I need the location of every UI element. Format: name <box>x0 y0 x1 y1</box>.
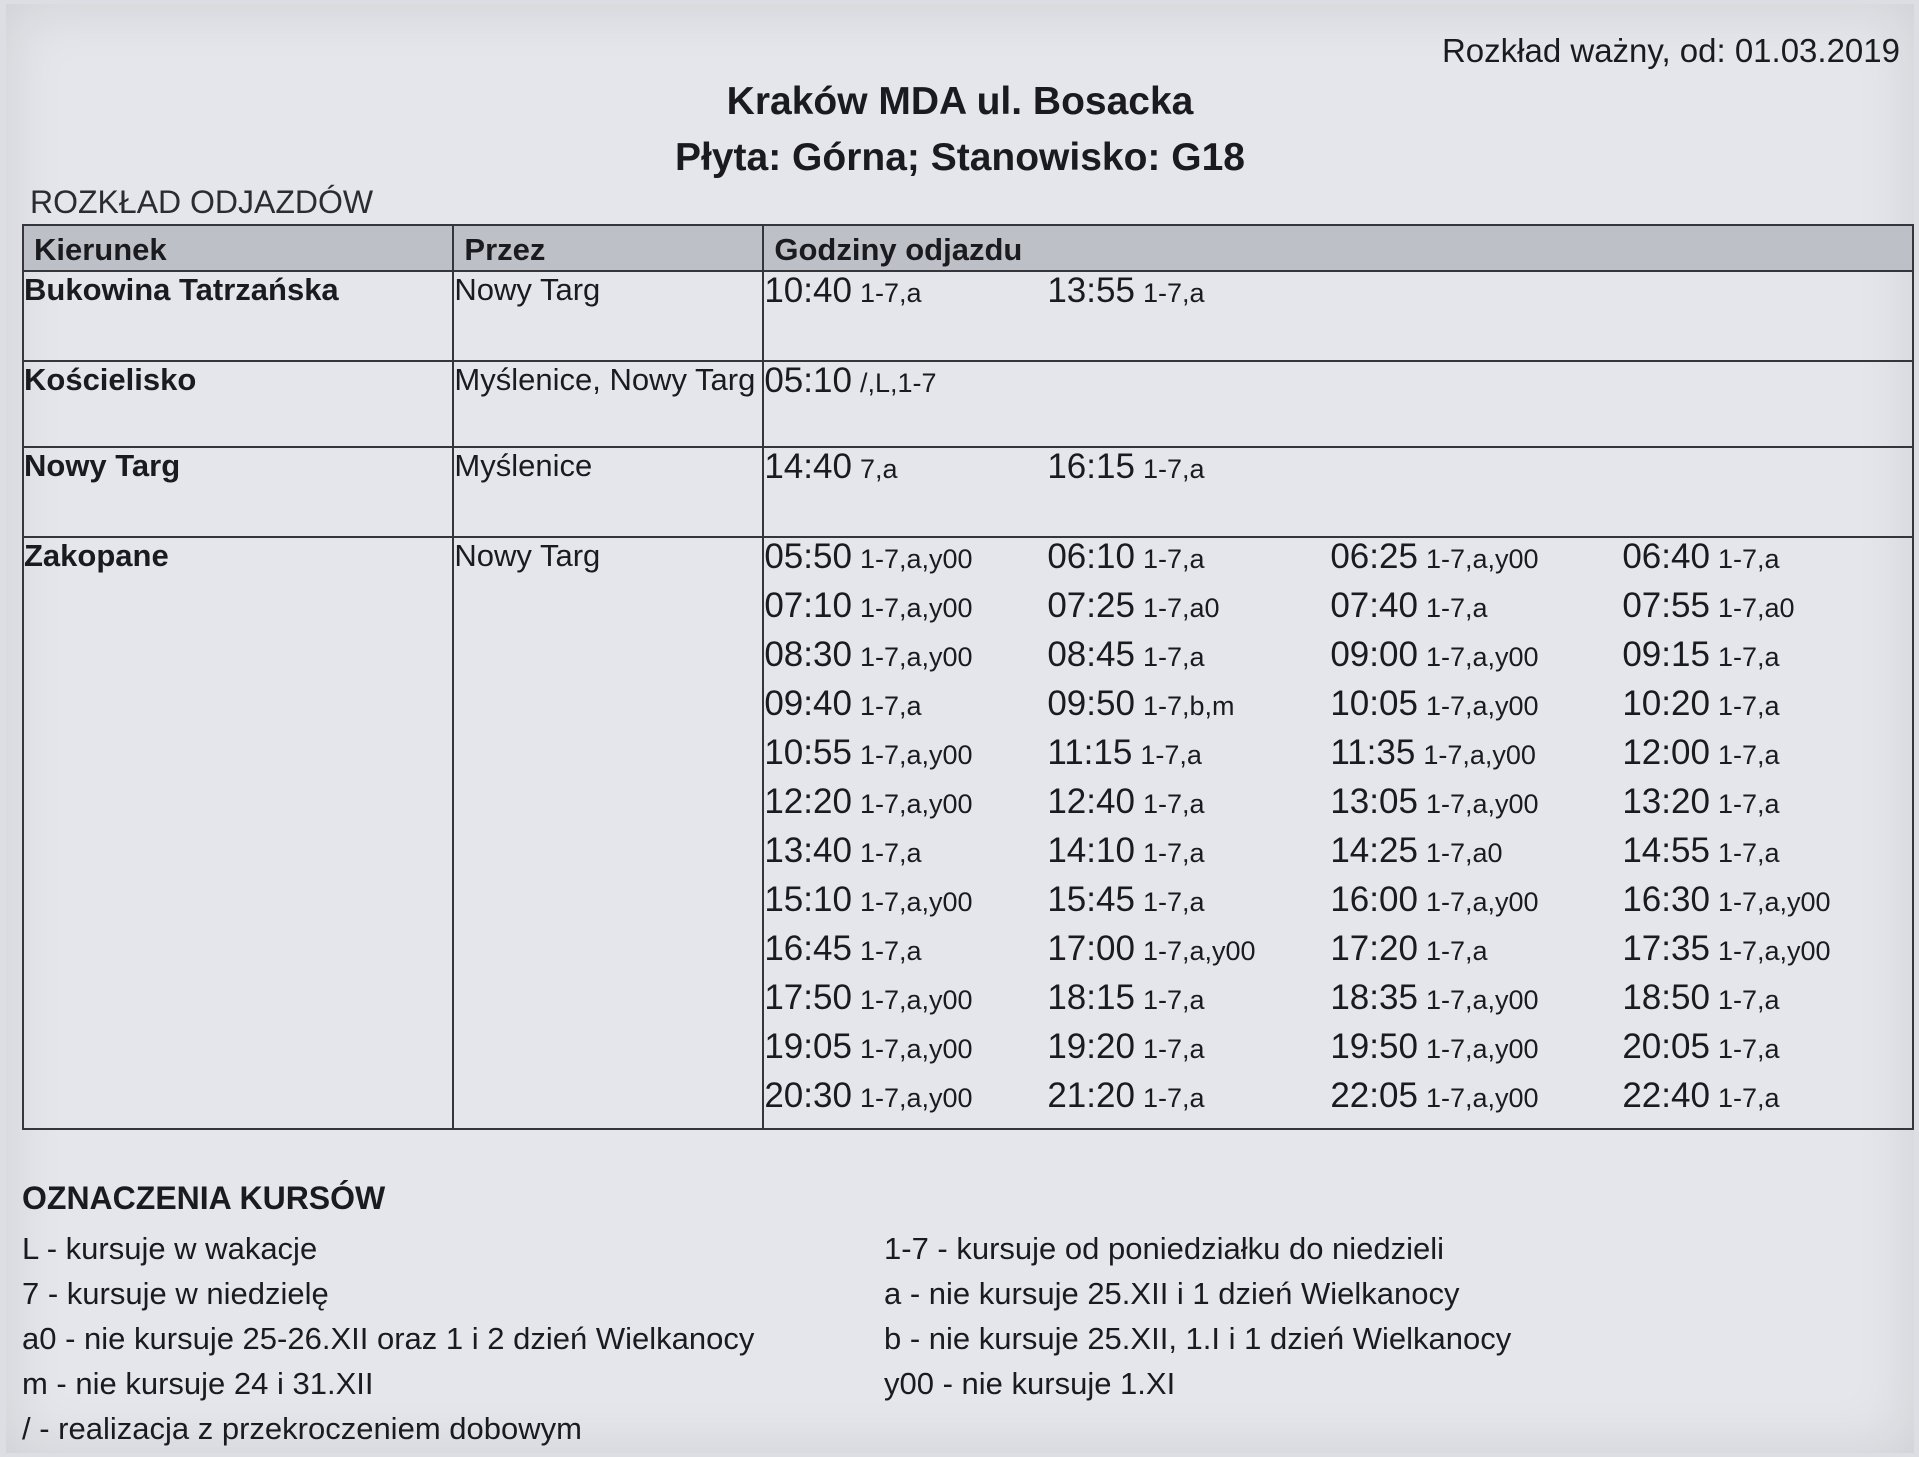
departure-entry <box>764 362 1047 400</box>
departures-cell <box>763 271 1913 361</box>
departure-time: 10:55 <box>764 733 852 772</box>
departure-time: 07:55 <box>1622 586 1710 625</box>
departure-entry <box>1330 636 1622 674</box>
legend-item: y00 - nie kursuje 1.XI <box>884 1366 1176 1401</box>
departure-time: 14:40 <box>764 447 852 486</box>
departure-entry <box>764 448 1047 486</box>
departure-entry <box>764 734 1047 772</box>
direction-cell: Bukowina Tatrzańska <box>23 271 453 361</box>
departure-codes: 1-7,a,y00 <box>859 985 973 1015</box>
departure-entry <box>1047 979 1330 1017</box>
departure-codes: 1-7,a <box>1140 740 1202 770</box>
departure-entry <box>764 272 1047 310</box>
departure-time: 11:15 <box>1047 733 1133 772</box>
departure-entry <box>1622 636 1902 674</box>
departure-time: 09:00 <box>1330 635 1418 674</box>
departures-cell <box>763 361 1913 447</box>
via-cell: Nowy Targ <box>453 537 763 1129</box>
departure-codes: 1-7,a <box>1142 985 1205 1015</box>
departure-entry <box>764 538 1047 576</box>
departure-time: 20:05 <box>1622 1027 1710 1066</box>
departures-cell <box>763 447 1913 537</box>
departure-codes: 1-7,a,y00 <box>1425 691 1539 721</box>
legend-item: L - kursuje w wakacje <box>22 1231 318 1266</box>
departure-time: 11:35 <box>1330 733 1416 772</box>
table-row <box>23 271 1913 361</box>
departure-codes: 1-7,a <box>1717 838 1780 868</box>
departure-entry <box>764 881 1047 919</box>
departure-codes: 1-7,a <box>1717 691 1780 721</box>
departure-time: 08:45 <box>1047 635 1135 674</box>
departure-codes: 1-7,a,y00 <box>859 1034 973 1064</box>
departure-codes: 1-7,a,y00 <box>1425 985 1539 1015</box>
departures-grid <box>764 448 1912 486</box>
departure-codes: 1-7,a <box>1717 1083 1780 1113</box>
departure-codes: 1-7,a,y00 <box>859 789 973 819</box>
departure-entry <box>1047 1077 1330 1115</box>
departures-table <box>22 224 1914 1130</box>
departure-entry <box>1047 448 1330 486</box>
departure-entry <box>1047 930 1330 968</box>
departure-codes: 7,a <box>859 454 898 484</box>
departure-codes: 1-7,a,y00 <box>1425 1034 1539 1064</box>
departure-time: 09:15 <box>1622 635 1710 674</box>
valid-from: Rozkład ważny, od: 01.03.2019 <box>1441 32 1900 69</box>
departure-codes: 1-7,a <box>859 936 922 966</box>
departure-codes: 1-7,a0 <box>1142 593 1220 623</box>
departure-time: 16:30 <box>1622 880 1710 919</box>
departure-entry <box>1622 1028 1902 1066</box>
departure-entry <box>1330 881 1622 919</box>
departure-codes: 1-7,a <box>1142 1034 1205 1064</box>
table-header-row <box>23 225 1913 271</box>
departure-entry <box>1622 1077 1902 1115</box>
departure-time: 14:55 <box>1622 831 1710 870</box>
departure-codes: 1-7,a <box>1142 1083 1205 1113</box>
table-row <box>23 447 1913 537</box>
departure-entry <box>764 636 1047 674</box>
departure-codes: 1-7,a <box>1717 1034 1780 1064</box>
departure-codes: 1-7,a <box>859 838 922 868</box>
departure-entry <box>764 832 1047 870</box>
departure-codes: 1-7,a <box>1717 544 1780 574</box>
departure-codes: 1-7,a,y00 <box>859 740 973 770</box>
table-row <box>23 361 1913 447</box>
departure-time: 13:40 <box>764 831 852 870</box>
departure-codes: 1-7,a,y00 <box>859 544 973 574</box>
departure-time: 21:20 <box>1047 1076 1135 1115</box>
legend-item: 7 - kursuje w niedzielę <box>22 1276 329 1311</box>
departure-time: 17:20 <box>1330 929 1418 968</box>
departure-codes: 1-7,a <box>1142 544 1205 574</box>
departure-codes: 1-7,a,y00 <box>1425 1083 1539 1113</box>
legend-left <box>22 1226 754 1451</box>
departure-entry <box>1047 783 1330 821</box>
table-row <box>23 537 1913 1129</box>
legend-item: m - nie kursuje 24 i 31.XII <box>22 1366 374 1401</box>
departure-codes: 1-7,a,y00 <box>859 887 973 917</box>
departure-time: 16:00 <box>1330 880 1418 919</box>
departure-time: 13:55 <box>1047 271 1135 310</box>
departures-cell <box>763 537 1913 1129</box>
direction-cell: Zakopane <box>23 537 453 1129</box>
departure-entry <box>1622 881 1902 919</box>
departure-codes: 1-7,a <box>1142 278 1205 308</box>
departure-time: 12:40 <box>1047 782 1135 821</box>
departure-time: 10:40 <box>764 271 852 310</box>
departure-codes: 1-7,a <box>1717 740 1780 770</box>
departure-entry <box>1622 832 1902 870</box>
departure-entry <box>764 1077 1047 1115</box>
departure-time: 07:10 <box>764 586 852 625</box>
legend-right <box>884 1226 1511 1406</box>
departure-time: 05:50 <box>764 537 852 576</box>
departure-entry <box>1330 1077 1622 1115</box>
departure-entry <box>1047 1028 1330 1066</box>
departure-time: 22:05 <box>1330 1076 1418 1115</box>
departure-codes: 1-7,a <box>1142 454 1205 484</box>
departure-time: 17:35 <box>1622 929 1710 968</box>
departure-codes: 1-7,a,y00 <box>859 642 973 672</box>
departure-time: 06:10 <box>1047 537 1135 576</box>
departure-time: 22:40 <box>1622 1076 1710 1115</box>
departure-codes: 1-7,a,y00 <box>1423 740 1536 770</box>
direction-cell: Nowy Targ <box>23 447 453 537</box>
departure-codes: 1-7,a <box>1142 642 1205 672</box>
departure-codes: 1-7,a,y00 <box>859 593 973 623</box>
platform-info: Płyta: Górna; Stanowisko: G18 <box>675 136 1245 179</box>
departure-time: 15:10 <box>764 880 852 919</box>
legend-item: 1-7 - kursuje od poniedziałku do niedzieli <box>884 1231 1445 1266</box>
departure-entry <box>1047 272 1330 310</box>
departure-entry <box>1047 881 1330 919</box>
departure-entry <box>1330 783 1622 821</box>
legend-item: a0 - nie kursuje 25-26.XII oraz 1 i 2 dzień Wielkanocy <box>22 1321 755 1356</box>
departure-codes: 1-7,a,y00 <box>1425 789 1539 819</box>
departure-codes: 1-7,a <box>1717 642 1780 672</box>
departure-codes: 1-7,a <box>859 691 922 721</box>
departure-time: 13:20 <box>1622 782 1710 821</box>
departures-grid <box>764 538 1912 1115</box>
departure-time: 07:40 <box>1330 586 1418 625</box>
departure-entry <box>1330 979 1622 1017</box>
departures-grid <box>764 272 1912 310</box>
departure-codes: 1-7,a,y00 <box>1425 887 1539 917</box>
departure-entry <box>764 587 1047 625</box>
departure-time: 09:40 <box>764 684 852 723</box>
departure-entry <box>1330 832 1622 870</box>
departure-time: 20:30 <box>764 1076 852 1115</box>
departure-entry <box>1622 930 1902 968</box>
departure-time: 14:10 <box>1047 831 1135 870</box>
departure-time: 18:15 <box>1047 978 1135 1017</box>
departure-codes: 1-7,a <box>859 278 922 308</box>
departure-entry <box>764 783 1047 821</box>
departure-codes: 1-7,a <box>1717 985 1780 1015</box>
departure-time: 10:05 <box>1330 684 1418 723</box>
departure-entry <box>1330 587 1622 625</box>
departure-codes: 1-7,a0 <box>1425 838 1503 868</box>
departure-time: 06:25 <box>1330 537 1418 576</box>
departure-entry <box>1047 636 1330 674</box>
departure-time: 17:00 <box>1047 929 1135 968</box>
departure-entry <box>1622 538 1902 576</box>
departure-entry <box>1047 734 1330 772</box>
departure-time: 05:10 <box>764 361 852 400</box>
departure-codes: 1-7,a <box>1142 887 1205 917</box>
departure-entry <box>1622 783 1902 821</box>
departure-time: 17:50 <box>764 978 852 1017</box>
section-title: ROZKŁAD ODJAZDÓW <box>30 184 374 220</box>
departure-time: 19:50 <box>1330 1027 1418 1066</box>
via-cell: Myślenice <box>453 447 763 537</box>
departure-codes: 1-7,a <box>1142 789 1205 819</box>
departure-time: 07:25 <box>1047 586 1135 625</box>
departure-codes: 1-7,a,y00 <box>1717 936 1831 966</box>
departure-entry <box>1622 685 1902 723</box>
departure-entry <box>1330 734 1622 772</box>
timetable-sheet <box>6 4 1914 1453</box>
legend-item: a - nie kursuje 25.XII i 1 dzień Wielkanocy <box>884 1276 1460 1311</box>
departure-codes: /,L,1-7 <box>859 368 937 398</box>
departure-codes: 1-7,a <box>1425 936 1488 966</box>
departure-time: 12:20 <box>764 782 852 821</box>
header-departures: Godziny odjazdu <box>763 225 1913 271</box>
departure-time: 18:50 <box>1622 978 1710 1017</box>
departure-entry <box>1330 685 1622 723</box>
legend-title: OZNACZENIA KURSÓW <box>22 1180 386 1216</box>
departure-time: 12:00 <box>1622 733 1710 772</box>
departure-entry <box>764 979 1047 1017</box>
departure-codes: 1-7,a <box>1717 789 1780 819</box>
departure-time: 09:50 <box>1047 684 1135 723</box>
departure-entry <box>1622 587 1902 625</box>
departure-time: 14:25 <box>1330 831 1418 870</box>
departure-time: 10:20 <box>1622 684 1710 723</box>
direction-cell: Kościelisko <box>23 361 453 447</box>
departure-time: 15:45 <box>1047 880 1135 919</box>
departure-time: 19:20 <box>1047 1027 1135 1066</box>
departure-codes: 1-7,a <box>1425 593 1488 623</box>
departure-entry <box>1047 832 1330 870</box>
departure-entry <box>1330 930 1622 968</box>
departure-entry <box>764 1028 1047 1066</box>
header-via: Przez <box>453 225 763 271</box>
via-cell: Myślenice, Nowy Targ <box>453 361 763 447</box>
departure-time: 06:40 <box>1622 537 1710 576</box>
via-cell: Nowy Targ <box>453 271 763 361</box>
stop-name: Kraków MDA ul. Bosacka <box>726 80 1194 123</box>
departure-entry <box>1622 734 1902 772</box>
departure-time: 08:30 <box>764 635 852 674</box>
departure-entry <box>1047 538 1330 576</box>
departure-time: 13:05 <box>1330 782 1418 821</box>
departure-entry <box>1047 685 1330 723</box>
departure-time: 16:15 <box>1047 447 1135 486</box>
departure-entry <box>1047 587 1330 625</box>
departure-entry <box>764 930 1047 968</box>
departure-time: 16:45 <box>764 929 852 968</box>
departure-time: 18:35 <box>1330 978 1418 1017</box>
departure-time: 19:05 <box>764 1027 852 1066</box>
departure-entry <box>1330 538 1622 576</box>
departure-entry <box>764 685 1047 723</box>
departure-codes: 1-7,a,y00 <box>859 1083 973 1113</box>
departure-codes: 1-7,a,y00 <box>1717 887 1831 917</box>
departure-codes: 1-7,a,y00 <box>1425 642 1539 672</box>
departure-codes: 1-7,a,y00 <box>1425 544 1539 574</box>
departure-codes: 1-7,b,m <box>1142 691 1235 721</box>
departure-entry <box>1330 1028 1622 1066</box>
departures-grid <box>764 362 1912 400</box>
legend-item: b - nie kursuje 25.XII, 1.I i 1 dzień Wielkanocy <box>884 1321 1512 1356</box>
departure-codes: 1-7,a,y00 <box>1142 936 1256 966</box>
header-direction: Kierunek <box>23 225 453 271</box>
legend-item: / - realizacja z przekroczeniem dobowym <box>22 1411 582 1446</box>
departure-entry <box>1622 979 1902 1017</box>
departure-codes: 1-7,a0 <box>1717 593 1795 623</box>
departure-codes: 1-7,a <box>1142 838 1205 868</box>
